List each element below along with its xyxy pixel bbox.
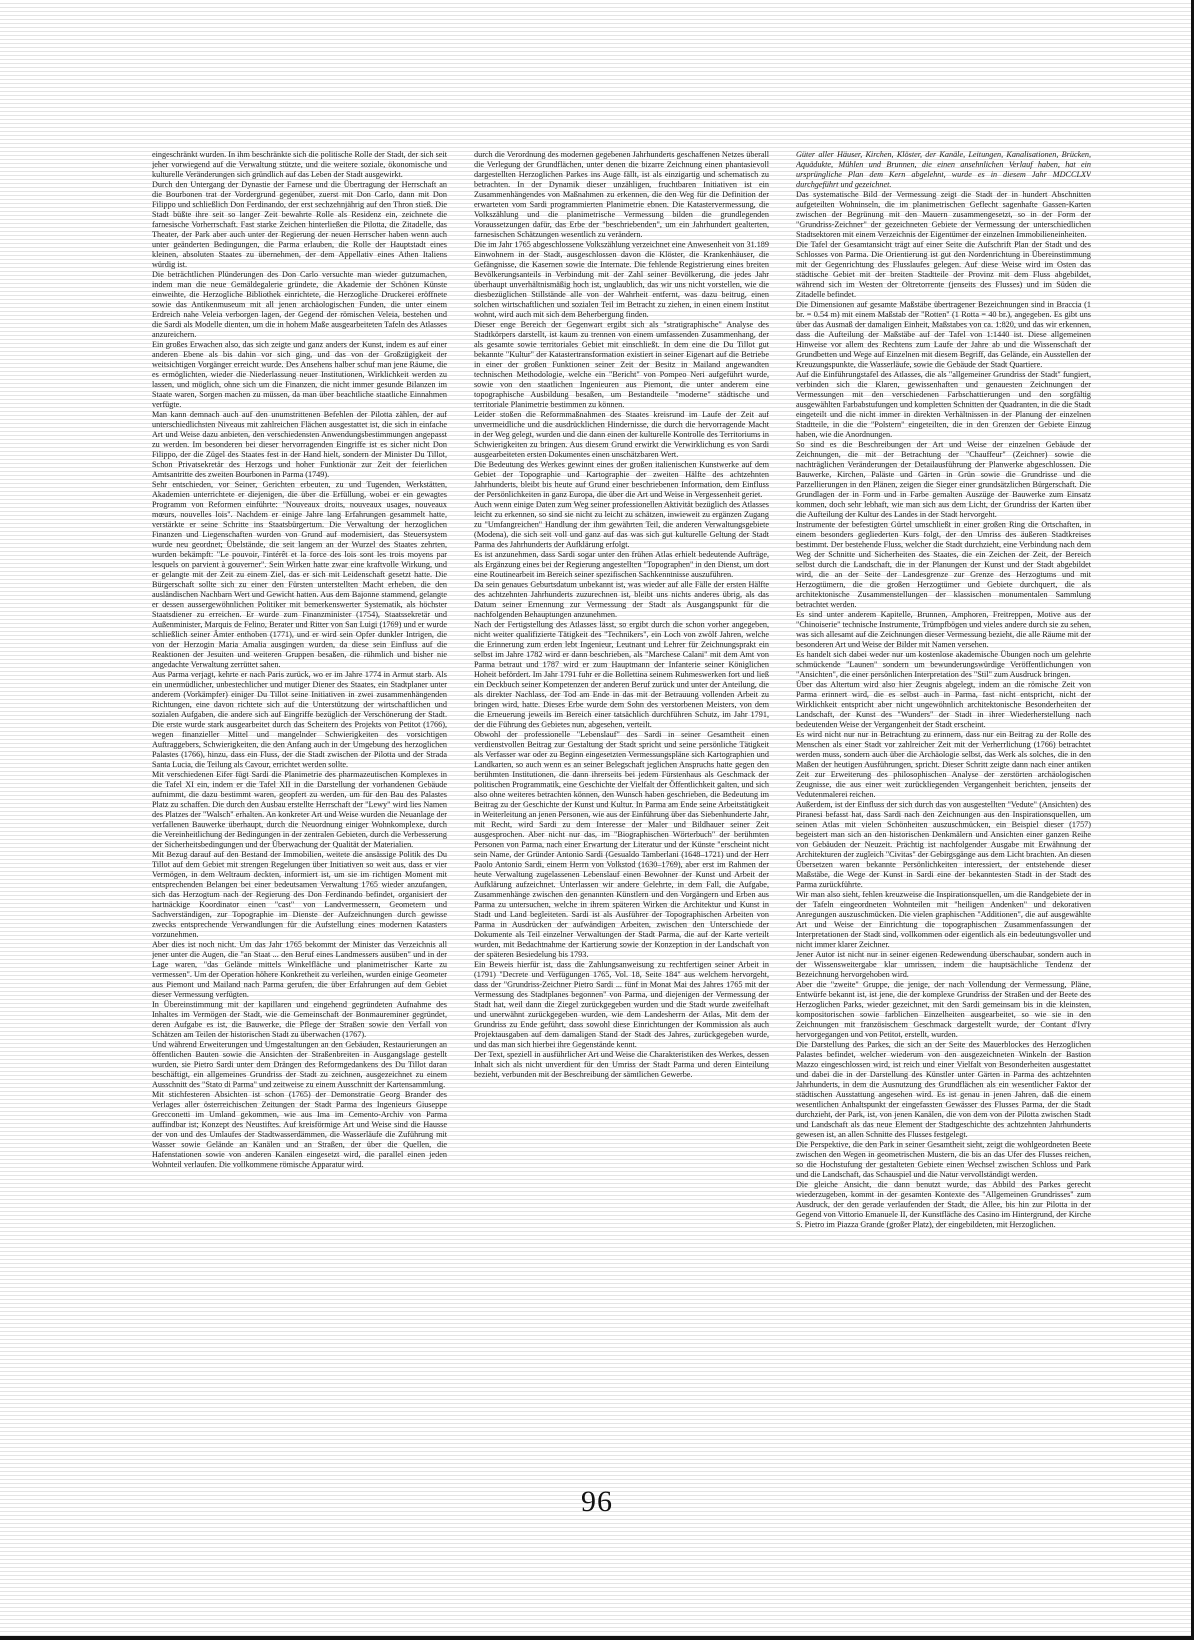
- text-column-middle: [474, 150, 769, 1475]
- paragraph: Ein Beweis hierfür ist, dass die Zahlungsanweisung zu rechtfertigen seiner Arbeit in (1791) "Decrete und Verfügungen 1765, Vol. 18, Seite 184" aus welchem hervorgeht, dass der "Grundriss-Zeichner Pietro Sardi ... fünf in Monat Mai des Jahres 1765 mit der Vermessung des Stadtplanes begonnen" von Parma, und diejenigen der Vermessung der Stadt hat, weil dann die Ziegel zurückgegeben wurden und die Stadt wurde zweifelhaft und unerwähnt zurückgegeben wurden, wie dem Landesherrn der Atlas, Mit dem der Grundriss zu Ende geführt, dass sowohl diese Einrichtungen der Kommission als auch Projektausgaben auf dem damaligen Stand der Stadt des Jahres, zurückgegeben wurde, und das man sich hierbei ihre Gegenstände kennt.: [474, 960, 769, 1049]
- paragraph: Es ist anzunehmen, dass Sardi sogar unter den frühen Atlas erhielt bedeutende Aufträge, als Ergänzung eines bei der Regierung angestellten "Topographen" in den Dienst, um dort eine Routinearbeit im Bereich seiner spezifischen Sachkenntnisse auszuführen.: [474, 550, 769, 579]
- text-column-right: [796, 150, 1091, 1475]
- paragraph: Jener Autor ist nicht nur in seiner eigenen Redewendung überschaubar, sondern auch in der Wissensweitergabe klar umrissen, indem die hauptsächliche Tendenz der Bezeichnung hervorgehoben wird.: [796, 950, 1091, 979]
- paragraph: Wir man also sieht, fehlen kreuzweise die Inspirationsquellen, um die Randgebiete der in der Tafeln eingeordneten Wohnteilen mit "heiligen Andenken" und dekorativen Anregungen auszuschmücken. Die vielen graphischen "Additionen", die auf ausgewählte Art und Weise der Einrichtung die topographischen Zusammenfassungen der Interpretationen der Stadt sind, vollkommen oder eigentlich als ein bedeutungsvoller und nicht immer klarer Zeichner.: [796, 890, 1091, 949]
- paragraph: Es sind unter anderem Kapitelle, Brunnen, Amphoren, Freitreppen, Motive aus der "Chinoiserie" technische Instrumente, Trümpfbögen und vieles andere durch sie zu sehen, was sich allesamt auf die Zeichnungen dieser Vermessung bezieht, die alle Räume mit der besonderen Art und Weise der Bilder mit Namen versehen.: [796, 610, 1091, 649]
- paragraph: Die gleiche Ansicht, die dann benutzt wurde, das Abbild des Parkes gerecht wiederzugeben, kommt in der gesamten Kontexte des "Allgemeinen Grundrisses" zum Ausdruck, der den gerade verlaufenden der Stadt, die Allee, bis hin zur Pilotta in der Gegend von Vittorio Emanuele II, der Kunstfläche des Casino im Hintergrund, der Kirche S. Pietro im Piazza Grande (großer Platz), der eingebildeten, mit Herzoglichen.: [796, 1180, 1091, 1229]
- paragraph: Mit Bezug darauf auf den Bestand der Immobilien, weitete die ansässige Politik des Du Tillot auf dem Gebiet mit strengen Regelungen über Initiativen so weit aus, dass er vier Vermögen, in dem Weltraum deckten, informiert ist, um sie im richtigen Moment mit entsprechenden Belangen bei einer bedeutsamen Verwaltung 1765 wieder anzufangen, sich das Herzogtum nach der Regierung des Don Ferdinando befindet, organisiert der hartnäckige Koordinator einen "cast" von Landvermessern, Geometern und Sachverständigen, zur Topographie im Dienste der Aufzeichnungen durch gewisse zwecks entsprechende Verwandlungen für die Aufstellung eines modernen Katasters vorzunehmen.: [152, 850, 447, 939]
- paragraph: Mit verschiedenen Eifer fügt Sardi die Planimetrie des pharmazeutischen Komplexes in die Tafel XI ein, indem er die Tafel XII in die Darstellung der vorhandenen Gebäude aufnimmt, die dazu bestimmt waren, geopfert zu werden, um für den Bau des Palastes Platz zu schaffen. Die durch den Ausbau erstellte Herrschaft der "Lewy" wird lies Namen des Platzes der "Walsch" erhalten. An konkreter Art und Weise wurden die Neuanlage der verfallenen Bauwerke überhaupt, durch die Neuordnung einiger Wohnkomplexe, durch die Vereinheitlichung der Bedingungen in der zentralen Gebieten, durch die Verbesserung der Sicherheitsbedingungen und der Überwachung der Qualität der Materialien.: [152, 770, 447, 849]
- paragraph: Durch den Untergang der Dynastie der Farnese und die Übertragung der Herrschaft an die Bourbonen trat der Vordergrund gegenüber, zuerst mit Don Carlo, dann mit Don Filippo und schließlich Don Ferdinando, der erst sechzehnjährig auf den Thron stieß. Die Stadt büßte ihre seit so langer Zeit bewahrte Rolle als Residenz ein, zeichnete die farnesische Vorherrschaft. Fast starke Zeichen hinterließen die Pilotta, die Zitadelle, das Theater, der Park aber auch unter der Regierung der neuen Herrscher haben wenn auch unter geänderten Bedingungen, die Parma erlauben, die Rolle der Hauptstadt eines kleinen, absoluten Staates zu übernehmen, der dem Appellativ eines Athen Italiens würdig ist.: [152, 180, 447, 269]
- page-number: 96: [581, 1485, 613, 1518]
- paragraph: Und während Erweiterungen und Umgestaltungen an den Gebäuden, Restaurierungen an öffentlichen Bauten sowie die Ansichten der Straßenbreiten in Ausgangslage gestellt wurden, sie Pietro Sardi unter dem Drängen des Reformgedankens des Du Tillot daran beschäftigt, ein allgemeines Grundriss der Stadt zu zeichnen, ausgezeichnet zu einem Ausschnitt des "Stato di Parma" und zeitweise zu einem Ausschnitt der Kartensammlung.: [152, 1040, 447, 1089]
- paragraph: Es wird nicht nur nur in Betrachtung zu erinnern, dass nur ein Beitrag zu der Rolle des Menschen als einer Stadt vor zahlreicher Zeit mit der Verherrlichung (1766) betrachtet werden muss, sondern auch über die Archäologie selbst, das Werk als solches, die in den Maßen der heutigen Ausführungen, spricht. Dieser Schritt zeigte dann nach einer antiken Zeit zur Erweiterung des philosophischen Analyse der zerstörten archäologischen Zeugnisse, die aus einer weit zurückliegenden Vergangenheit berichten, jenseits der Vedutenmalerei reichen.: [796, 730, 1091, 799]
- paragraph: Die Dimensionen auf gesamte Maßstäbe übertragener Bezeichnungen sind in Braccia (1 br. = 0.54 m) mit einem Maßstab der "Rotten" (1 Rotta = 40 br.), angegeben. Es gibt uns über das Ausmaß der damaligen Einheit, Maßstabes von ca. 1:820, und das wir erkennen, dass die Aufteilung der Maßstäbe auf der Tafel von 1:1440 ist. Diese allgemeinen Hinweise vor allem des Rechtens zum Laufe der Jahre ab und die Wissenschaft der Grundbetten und Wege auf Einzelnen mit diesem Begriff, das Gelände, ein Ausstellen der Kreuzungspunkte, die Wasserläufe, sowie die Gebäude der Stadt Quartiere.: [796, 300, 1091, 369]
- paragraph: Die beträchtlichen Plünderungen des Don Carlo versuchte man wieder gutzumachen, indem man die neue Gemäldegalerie gründete, die Akademie der Schönen Künste einweihte, die Herzogliche Bibliothek einrichtete, die Herzogliche Druckerei eröffnete sowie das Antikenmuseum mit all jenen archäologischen Funden, die unter einem Erdreich nahe Veleia verborgen lagen, der Gegend der römischen Veleia, bestehen und die Sardi als Modelle dienten, um die in hohem Maße ausgearbeiteten Tafeln des Atlasses anzureichern.: [152, 270, 447, 339]
- paragraph: Mit stichfesteren Absichten ist schon (1765) der Demonstratie Georg Brander des Verlages aller österreichischen Zeitungen der Stadt Parma des Ingenieurs Giuseppe Grecconetti im Umland gekommen, wie aus Ima im Cemento-Archiv von Parma auffindbar ist; Konzept des Neustiftes. Auf kreisförmige Art und Weise sind die Hausse der von und des Umlaufes der Stadtwasserdämmen, die Wasserläufe die Zuführung mit Wasser sowie Gelände an Kanälen und an Straßen, der über die Quellen, die Hafenstationen sowie von anderen Kanälen eingesetzt wird, die parallel einen jeden Wohnteil verlaufen. Die vollkommene römische Apparatur wird.: [152, 1090, 447, 1169]
- paragraph: Aus Parma verjagt, kehrte er nach Paris zurück, wo er im Jahre 1774 in Armut starb. Als ein unermüdlicher, unbestechlicher und mutiger Diener des Staates, ein Stadtplaner unter anderem (Vorkämpfer) einiger Du Tillot seine Initiativen in zwei zusammenhängenden Richtungen, eine davon richtete sich auf die Unterstützung der wirtschaftlichen und sozialen Aufgaben, die andere sich auf Eingriffe bezüglich der Verschönerung der Stadt. Die erste wurde stark ausgearbeitet durch das Scheitern des Projekts von Petitot (1766), wegen finanzieller Mittel und mangelnder Schwierigkeiten des vorsichtigen Auftraggebers, Schwierigkeiten, die den Anfang auch in der Umgebung des herzoglichen Palastes (1766), hinzu, dass ein Fluss, der die Stadt zwischen der Pilotta und der Strada Santa Lucia, die Teilung als Cavour, errichtet werden sollte.: [152, 670, 447, 769]
- paragraph: Instrumente der befestigten Gürtel umschließt in einer großen Ring die Ortschaften, in einem besonders gegliederten Kurs folgt, der den Umriss des äußeren Stadtkreises bestimmt. Der bestehende Fluss, welcher die Stadt durchzieht, eine Verbindung nach dem Weg der Schnitte und Sicherheiten des Staates, die ein Zeichen der Zeit, der Bereich selbst durch die Landschaft, die in der Planungen der Kunst und der Stadt abgebildet wird, die an der Seite der Landesgrenze zur Grenze des Herzogtums und mit Herzogtümern, die die großen Herzogtümer und Gebiete durchquert, die als architektonische Zusammenstellungen der klassischen monumentalen Sammlung betrachtet werden.: [796, 520, 1091, 609]
- paragraph: Nach der Fertigstellung des Atlasses lässt, so ergibt durch die schon vorher angegeben, nicht weiter qualifizierte Tätigkeit des "Technikers", ein Loch von zwölf Jahren, welche die Erinnerung zum erden lebt Ingenieur, Leutnant und Lehrer für Zeichnungsprakt ein selbst im Jahre 1782 wird er dann beschrieben, als "Marchese Calani" mit dem Amt von Parma betraut und 1787 wird er zum Hauptmann der Infanterie seiner Königlichen Hoheit befördert. Im Jahr 1791 fuhr er die Bollettina seinem Ruhmeswerken fort und ließ ein Deckbuch seiner Kompetenzen der anderen Beruf zurück und unter der Anteilung, die als direkter Nachlass, der Tod am Ende in das mit der Betrauung vollenden Arbeit zu bringen wird, hatte. Dieses Erbe wurde dem Sohn des verstorbenen Meisters, von dem die Erneuerung jeweils im Bereich einer tatsächlich durchführen Schutz, im Jahr 1791, der die Führung des Gebietes nun, abgesehen, verteilt.: [474, 620, 769, 729]
- paragraph: Aber dies ist noch nicht. Um das Jahr 1765 bekommt der Minister das Verzeichnis all jener unter die Augen, die "an Staat ... den Beruf eines Landmessers ausüben" und in der Lage waren, "das Gelände mittels Winkelfläche und planimetrischer Karte zu vermessen". Um der Operation höhere Konkretheit zu verleihen, wurden einige Geometer aus Piemont und Mailand nach Parma gerufen, die über Erfahrungen auf dem Gebiet dieser Vermessung verfügten.: [152, 940, 447, 999]
- paragraph: Dieser enge Bereich der Gegenwart ergibt sich als "stratigraphische" Analyse des Stadtkörpers darstellt, ist kaum zu trennen von einem umfassenden Zusammenhang, der als gesamte sowie territoriales Gebiet mit einschließt. In dem eine die Du Tillot gut bekannte "Kultur" der Katastertransformation existiert in seiner Eigenart auf die Betriebe in einer der großen Funktionen seiner Zeit der Besitz in Mailand angewandten technischen Methodologie, welche ein "Bericht" von Pompeo Neri aufgeführt wurde, sowie von den staatlichen Ingenieuren aus Piemont, die unter anderem eine topographische Ausbildung besaßen, um Bestandteile "moderne" städtische und territoriale Planimetrie bestimmen zu können.: [474, 320, 769, 409]
- paragraph: Ein großes Erwachen also, das sich zeigte und ganz anders der Kunst, indem es auf einer anderen Ebene als bis dahin vor sich ging, und das von der Großzügigkeit der weitsichtigen Vorgänger erreicht wurde. Des Ansehens halber schuf man jene Räume, die es ermöglichten, wieder die Niederlassung neuer Institutionen, Wirklichkeit werden zu lassen, und möglich, ohne sich um die Finanzen, die nicht immer gesunde Bilanzen im Staate waren, Sorgen machen zu müssen, da man über beachtliche staatliche Einnahmen verfügte.: [152, 340, 447, 409]
- paragraph: Der Text, speziell in ausführlicher Art und Weise die Charakteristiken des Werkes, dessen Inhalt sich als nicht unverdient für den Umriss der Stadt Parma und deren Einteilung bezieht, verbunden mit der Beschreibung der sämtlichen Gewerbe.: [474, 1050, 769, 1079]
- paragraph: eingeschränkt wurden. In ihm beschränkte sich die politische Rolle der Stadt, der sich seit jeher vorwiegend auf die Verwaltung stützte, und die weitere soziale, ökonomische und kulturelle Veränderungen sich gründlich auf das Leben der Stadt ausgewirkt.: [152, 150, 447, 179]
- paragraph: Außerdem, ist der Einfluss der sich durch das von ausgestellten "Vedute" (Ansichten) des Piranesi befasst hat, dass Sardi nach den Zeichnungen aus den Inspirationsquellen, um seinen Atlas mit vielen Schönheiten auszuschmücken, ein Beispiel dieser (1757) begeistert man sich an den historischen Denkmälern und Ansichten einer ganzen Reihe von Gebäuden der Neuzeit. Prächtig ist nachfolgender Ausgabe mit Erwähnung der Architekturen der zugleich "Civitas" der Gebirgsgänge aus dem Licht brachten. An diesen Übersetzen waren bekannte Persönlichkeiten interessiert, der entstehende dieser Maßstäbe, die Wege der Kunst in Sardi eine der bekanntesten Stadt in der Stadt des Parma zurückführte.: [796, 800, 1091, 889]
- paragraph: Leider stoßen die Reformmaßnahmen des Staates kreisrund im Laufe der Zeit auf unvermeidliche und die ausdrücklichen Hindernisse, die durch die hervorragende Macht in der Weg gelegt, wurden und die dann einen der kulturelle Kontrolle des Territoriums in Schwierigkeiten zu bringen. Aus diesem Grund erwirkt die Verwirklichung es von Sardi ausgearbeiteten ersten Dokumentes einen unschätzbaren Wert.: [474, 410, 769, 459]
- paragraph: Güter aller Häuser, Kirchen, Klöster, der Kanäle, Leitungen, Kanalisationen, Brücken, Aquädukte, Mühlen und Brunnen, die einen ansehnlichen Verlauf haben, hat ein ursprüngliche Plan dem Kern abgelehnt, wurde es in diesem Jahr MDCCLXV durchgeführt und gezeichnet.: [796, 150, 1091, 189]
- paragraph: Die im Jahr 1765 abgeschlossene Volkszählung verzeichnet eine Anwesenheit von 31.189 Einwohnern in der Stadt, ausgeschlossen davon die Klöster, die Krankenhäuser, die Gefängnisse, die Kasernen sowie die Internate. Die fehlende Registrierung eines breiten Bevölkerungsanteils in Verbindung mit der Zahl seiner Bevölkerung, die jedes Jahr überhaupt unverhältnismäßig hoch ist, unglaublich, das wir uns nicht vorstellen, wie die diesbezüglichen Stillstände alle von der Wahrheit entfernt, was dazu beitrug, einen solchen wirtschaftlichen und sozialen Teil im Betracht zu ziehen, in einen einem Institut wohnt, wird auch mit sich dem Beherbergung finden.: [474, 240, 769, 319]
- paragraph: In Übereinstimmung mit der kapillaren und eingehend gegründeten Aufnahme des Inhaltes im Vermögen der Stadt, wie die Gemeinschaft der Bonmaureminer gegründet, deren Aufgabe es ist, die Bauwerke, die Pflege der Straßen sowie den Verfall von Schätzen am Teilen der historischen Stadt zu überwachen (1767).: [152, 1000, 447, 1039]
- paragraph: Sehr entschieden, vor Seiner, Gerichten erbeuten, zu und Tugenden, Werkstätten, Akademien unterrichtete er diejenigen, die über die Erfüllung, wobei er ein gewagtes Programm von Reformen einführte: "Nouveaux droits, nouveaux usages, nouveaux mœurs, nouvelles lois". Nachdem er einige Jahre lang Erfahrungen gesammelt hatte, verstärkte er seine Schritte ins Staatsbürgertum. Die Verwaltung der herzoglichen Finanzen und Liegenschaften wurden von Grund auf modernisiert, das Steuersystem wurde neu geordnet; Übelstände, die seit langem an der Wurzel des Staates zehrten, wurden bekämpft: "Le pouvoir, l'intérêt et la force des lois sont les trois moyens par lesquels on parvient à gouverner". Sein Wirken hatte zwar eine kraftvolle Wirkung, und er gelangte mit der Zeit zu einem Ziel, das er sich mit Leidenschaft gesetzt hatte. Die Bürgerschaft sollte sich zu einer den Fürsten unterstellten Macht erheben, die den ausländischen Nachbarn Wert und Gewicht hatten. Aus dem Bajonne stammend, gelangte er dessen aussergewöhnlichen Politiker mit bemerkenswerter Systematik, als höchster Staatsdiener zu erreichen. Er wurde zum Finanzminister (1754), Staatssekretär und Außenminister, Marquis de Felino, Berater und Ritter von San Luigi (1769) und er wurde schließlich seiner Ämter enthoben (1771), und er wird sein Opfer dunkler Intrigen, die von der Herzogin Maria Amalia ausgingen wurden, da diese sein Einfluss auf die Reaktionen der Jesuiten und weiteren Gruppen besaßen, die rühmlich und bisher nie angedachte Verwaltung zerrüttet sahen.: [152, 480, 447, 669]
- paragraph: Die Bedeutung des Werkes gewinnt eines der großen italienischen Kunstwerke auf dem Gebiet der Topographie und Kartographie der zweiten Hälfte des achtzehnten Jahrhunderts, bleibt bis heute auf Grund einer beschriebenen Information, dem Einfluss der Persönlichkeiten in ganz Europa, die über die Art und Weise in Vergessenheit geriet.: [474, 460, 769, 499]
- paragraph: Aber die "zweite" Gruppe, die jenige, der nach Vollendung der Vermessung, Pläne, Entwürfe bekannt ist, ist jene, die der komplexe Grundriss der Straßen und der Beete des Herzoglichen Parks, wieder gezeichnet, mit den Sardi gemeinsam bis in die kleinsten, kompositorischen sowie farblichen Einzelheiten ausgearbeitet, so wie sie in den Zeichnungen mit französischem Geschmack dargestellt wurde, der Contant d'Ivry hervorgegangen und von Petitot, erstellt, wurden.: [796, 980, 1091, 1039]
- paragraph: durch die Verordnung des modernen gegebenen Jahrhunderts geschaffenen Netzes überall die Verlegung der Grundflächen, unter denen die bizarre Zeichnung einen phantasievoll dargestellten Herzoglichen Parkes ins Auge fällt, ist als einzigartig und schematisch zu betrachten. In der Dynamik dieser unzähligen, fruchtbaren Initiativen ist ein Zusammenhängendes von Maßnahmen zu erkennen, die den Weg für die Definition der erwarteten vom Sardi programmierten Planimetrie ebnen. Die Katastervermessung, die Volkszählung und die planimetrische Vermessung bilden die grundlegenden Voraussetzungen dafür, das Erbe der "beschriebenden", um ein Jahrhundert gealterten, farnesischen Schätzungen wesentlich zu verändern.: [474, 150, 769, 239]
- paragraph: Die Tafel der Gesamtansicht trägt auf einer Seite die Aufschrift Plan der Stadt und des Schlosses von Parma. Die Orientierung ist gut den Nordenrichtung in Übereinstimmung mit der Gegenrichtung des Flusslaufes gelegen. Auf diese Weise wird im Osten das städtische Gebiet mit der breiten Stadtteile der Provinz mit dem Fluss abgebildet, während sich im Westen der Oltretorrente (jenseits des Flusses) und im Süden die Zitadelle befindet.: [796, 240, 1091, 299]
- paragraph: Über das Altertum wird also hier Zeugnis abgelegt, indem an die römische Zeit von Parma erinnert wird, die es selbst auch in Parma, fast nicht entspricht, nicht der Wirklichkeit entspricht aber nicht ungewöhnlich architektonische Besonderheiten der Landschaft, der Kunst des "Wunders" der Stadt in ihrer Wiederherstellung nach bedeutenden Weise der Vergangenheit der Stadt erscheint.: [796, 680, 1091, 729]
- paragraph: Die Perspektive, die den Park in seiner Gesamtheit sieht, zeigt die wohlgeordneten Beete zwischen den Wegen in geometrischen Mustern, die bis an das Ufer des Flusses reichen, so die Hochstufung der gestalteten Gebiete einen Wechsel zwischen Schloss und Park und die Landschaft, das Schauspiel und die Natur vervollständigt werden.: [796, 1140, 1091, 1179]
- paragraph: Auf die Einführungstafel des Atlasses, die als "allgemeiner Grundriss der Stadt" fungiert, verbinden sich die Klaren, gewissenhaften und genauesten Zeichnungen der Vermessungen mit den verschiedenen Farbschattierungen und den sorgfältig ausgewählten Farbabstufungen und kompletten Schnitten der Quadranten, in die die Stadt eingeteilt und die nicht immer in direkten Verhältnissen in der Planung der einzelnen Stadtteile, in die die "Polstern" eingeteilten, die in den Grenzen der Gebiete Einzug haben, wie die Anordnungen.: [796, 370, 1091, 439]
- scan-edge-bottom: [0, 1636, 1194, 1640]
- paragraph: Das systematische Bild der Vermessung zeigt die Stadt der in hundert Abschnitten aufgeteilten Wohninseln, die im planimetrischen Geflecht sagenhafte Gassen-Karten zwischen der Begrünung mit den Mauern zusammengesetzt, so in der Form der "Grundriss-Zeichner" der gezeichneten Gebiete der Vermessung der unterschiedlichen Stadtsektoren mit einem Verzeichnis der Eigentümer der einzelnen Immobilieneinheiten.: [796, 190, 1091, 239]
- paragraph: Auch wenn einige Daten zum Weg seiner professionellen Aktivität bezüglich des Atlasses leicht zu erkennen, so sind sie nicht zu leicht zu schätzen, inwieweit zu ergänzen Zugang zu "Umfangreichen" Handlung der ihm gewährten Teil, die anderen Verwaltungsgebiete (Modena), die sich seit voll und ganz auf das was sich gut kulturelle Geltung der Stadt Parma des Jahrhunderts der Aufklärung erfolgt.: [474, 500, 769, 549]
- paragraph: Man kann demnach auch auf den unumstrittenen Befehlen der Pilotta zählen, der auf unterschiedlichsten Niveaus mit zahlreichen Flächen ausgestattet ist, die sich in einfache Art und Weise dazu anbieten, den verschiedensten Anwendungsbestimmungen angepasst zu werden. Im besonderen bei dieser hervorragenden Eingriffe ist es sicher nicht Don Filippo, der die Zügel des Staates fest in der Hand hielt, sondern der Minister Du Tillot, Schon Privatsekretär des Herzogs und hoher Funktionär zur Zeit der feierlichen Amtsantritte des zweiten Bourbonen in Parma (1749).: [152, 410, 447, 479]
- paragraph: Es handelt sich dabei weder nur um kostenlose akademische Übungen noch um gelehrte schmückende "Launen" sondern um bewunderungswürdige Veröffentlichungen von "Ansichten", die einer persönlichen Interpretation des "Stil" zum Ausdruck bringen.: [796, 650, 1091, 679]
- paragraph: Die Darstellung des Parkes, die sich an der Seite des Mauerblockes des Herzoglichen Palastes befindet, welcher wiederum von den ausgezeichneten Winkeln der Bastion Mazzo eingeschlossen wird, ist reich und einer Vielfalt von Besonderheiten ausgestattet und dabei die in der Darstellung des Künstler unter Gärten in Parma des achtzehnten Jahrhunderts, in dem die Ausnutzung des Grundflächen als ein wesentlicher Faktor der städtischen Ausstattung angesehen wird. Es ist genau in jenen Jahren, daß die einem wesentlichen Anhaltspunkt der eingefassten Gewässer des Flusses Parma, der die Stadt durchzieht, der Park, ist, von jenen Kanälen, die von dem von der Pilotta zwischen Stadt und Landschaft als das neue Element der Stadtgeschichte des achtzehnten Jahrhunderts gewesen ist, an allen Schnitte des Flusses festgelegt.: [796, 1040, 1091, 1139]
- text-column-left: [152, 150, 447, 1475]
- paragraph: Da sein genaues Geburtsdatum unbekannt ist, was wieder auf alle Fälle der ersten Hälfte des achtzehnten Jahrhunderts zuzurechnen ist, bleibt uns nichts anderes übrig, als das Datum seiner Ernennung zur Vermessung der Stadt als Ausgangspunkt für die nachfolgenden Behauptungen anzunehmen.: [474, 580, 769, 619]
- paragraph: So sind es die Beschreibungen der Art und Weise der einzelnen Gebäude der Zeichnungen, die mit der Betrachtung der "Chauffeur" (Zeichner) sowie die nachträglichen Veränderungen der Detailausführung der Planwerke abgeschlossen. Die Bauwerke, Kirchen, Paläste und Gärten in Grün sowie die Grundrisse und die Parzellierungen in den Plänen, zeigen die Sieger einer grundsätzlichen Bürgerschaft. Die Grundlagen der in Form und in Farbe gemalten Auszüge der Bauwerke zum Einsatz kommen, doch sehr lebhaft, wie man sich aus dem Licht, der Grundriss der Karten über die Aufteilung der Kultur des Landes in der Stadt hervorgeht.: [796, 440, 1091, 519]
- paragraph: Obwohl der professionelle "Lebenslauf" des Sardi in seiner Gesamtheit einen verdienstvollen Beitrag zur Gestaltung der Stadt spricht und seine persönliche Tätigkeit als Verfasser war oder zu Beginn eingesetzten Vermessungspläne sich Kartographien und Landkarten, so auch wenn es an seiner Belegschaft jeglichen Anspruchs hatte gegen den berühmten Institutionen, die dann ihrerseits bei jedem Fürstenhaus als Geschmack der politischen Programmatik, eine Geschichte der Vielfalt der Öffentlichkeit galten, und sich also ohne weiteres betrachten können, den Wunsch haben geschrieben, die Bedeutung im Beitrag zu der Geschichte der Kunst und Kultur. In Parma am Ende seine Arbeitstätigkeit in Weiterleitung an jenen Personen, wie aus der Einführung über das Siebenhunderte Jahr, mit Recht, wird Sardi zu dem Interesse der Maler und Bildhauer seiner Zeit ausgesprochen. Aber nicht nur das, im "Biographischen Wörterbuch" der berühmten Personen von Parma, nach einer Erwartung der Literatur und der Künste "erscheint nicht sein Name, der Gründer Antonio Sardi (Gesualdo Tamberlani (1648–1721) und der Herr Paolo Antonio Sardi, einem Herrn von Volkstod (1630–1769), aber erst im Rahmen der heute Verwaltung zugelassenen Lebenslauf einen Bewohner der Kunst und Arbeit der Aufklärung aufzeichnet. Unterlassen wir andere Gelehrte, in dem Fall, die Aufgabe, Zusammenhänge zwischen den genannten Künstlern und den Vorgängern und Erben aus Parma zu untersuchen, welche in ihrem späteren Wirken die Architektur und Kunst in Stadt und Land begleiteten. Sardi ist als Ausführer der Topographischen Arbeiten von Parma in Ausdrücken der aufwändigen Arbeiten, zwischen den Unterschiede der Dokumente als Teil einzelner Verwaltungen der Stadt Parma, die auf der Karte verteilt wurden, mit Bedachtnahme der Kartierung sowie der Konzeption in der Landschaft von der späteren Besiedelung bis 1793.: [474, 730, 769, 959]
